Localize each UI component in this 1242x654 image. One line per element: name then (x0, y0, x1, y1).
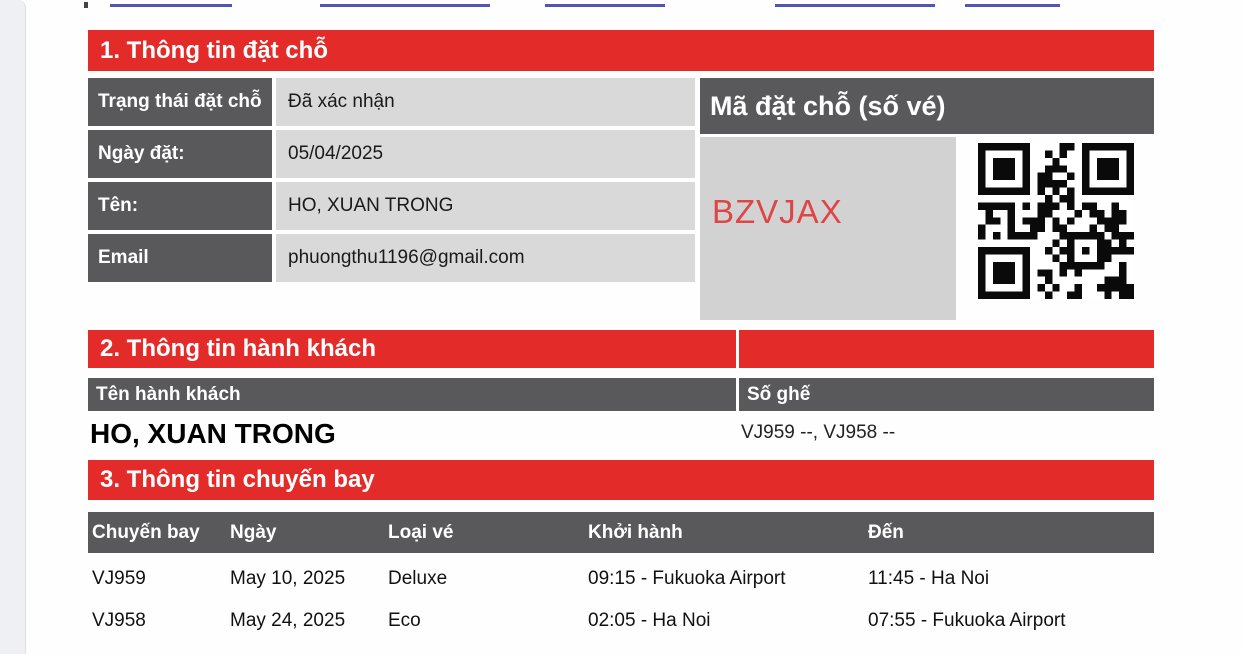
flight-row (88, 600, 1154, 642)
flight-row (88, 558, 1154, 600)
flight-arrival: 11:45 - Ha Noi (868, 568, 990, 589)
flight-table-header (88, 512, 1154, 553)
passenger-name-column-header: Tên hành khách (88, 378, 736, 411)
flight-arrival: 07:55 - Fukuoka Airport (868, 610, 1066, 631)
flight-departure: 09:15 - Fukuoka Airport (588, 568, 786, 589)
page-edge-strip (0, 0, 26, 654)
booking-status-label: Trạng thái đặt chỗ (88, 78, 272, 126)
section1-title: 1. Thông tin đặt chỗ (100, 36, 328, 64)
booking-code-box (700, 137, 956, 320)
section3-header (88, 460, 1154, 500)
booking-code-header: Mã đặt chỗ (số vé) (700, 78, 1154, 134)
booking-email-value: phuongthu1196@gmail.com (276, 234, 695, 282)
section3-title: 3. Thông tin chuyến bay (100, 466, 375, 493)
date-col-header: Ngày (230, 521, 277, 543)
fare-col-header: Loại vé (388, 521, 454, 543)
top-link-fragment[interactable] (775, 0, 935, 7)
passenger-seats: VJ959 --, VJ958 -- (741, 422, 896, 443)
top-link-fragment[interactable] (320, 0, 490, 7)
cut-text-fragment (84, 2, 88, 8)
departure-col-header: Khởi hành (588, 521, 683, 543)
booking-email-label: Email (88, 234, 272, 282)
flight-fare: Deluxe (388, 568, 448, 589)
section1-header (88, 30, 1154, 71)
booking-code: BZVJAX (712, 193, 843, 230)
flight-fare: Eco (388, 610, 421, 631)
top-link-fragment[interactable] (545, 0, 665, 7)
qr-code (978, 143, 1134, 299)
section2-title: 2. Thông tin hành khách (100, 335, 376, 362)
flight-number: VJ958 (92, 610, 146, 631)
flight-departure: 02:05 - Ha Noi (588, 610, 711, 631)
section2-header-right (739, 330, 1154, 368)
flight-col-header: Chuyến bay (92, 521, 200, 543)
top-link-fragment[interactable] (965, 0, 1060, 7)
section2-header (88, 330, 736, 368)
booking-date-label: Ngày đặt: (88, 130, 272, 178)
booking-name-value: HO, XUAN TRONG (276, 182, 695, 230)
booking-status-value: Đã xác nhận (276, 78, 695, 126)
flight-date: May 24, 2025 (230, 610, 346, 631)
flight-date: May 10, 2025 (230, 568, 346, 589)
booking-date-value: 05/04/2025 (276, 130, 695, 178)
top-link-fragment[interactable] (110, 0, 232, 7)
booking-name-label: Tên: (88, 182, 272, 230)
flight-number: VJ959 (92, 568, 146, 589)
seat-column-header: Số ghế (739, 378, 1154, 411)
passenger-name: HO, XUAN TRONG (90, 418, 336, 449)
arrival-col-header: Đến (868, 521, 904, 543)
